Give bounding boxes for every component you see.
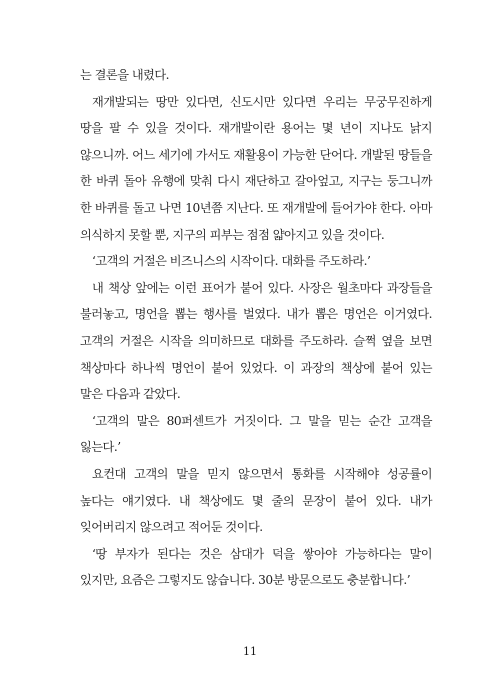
paragraph-continuation: 는 결론을 내렸다. bbox=[80, 68, 170, 82]
paragraph-redevelopment: 재개발되는 땅만 있다면, 신도시만 있다면 우리는 무궁무진하게 땅을 팔 수 있을 것이다. 재개발이란 용어는 몇 년이 지나도 낡지 않으니까. 어느 세기에 가서도 재활용이 가능한 단어다. 개발된 땅들을 한 바퀴 돌아 유행에 맞춰 다시 재단하고 갈아엎고, 지구는 둥그니까 한 바퀴를 돌고 나면 10년쯤 지난다. 또 재개발에 들어가야 한다. 아마 의식하지 못할 뿐, 지구의 피부는 점점 얇아지고 있을 것이다. bbox=[80, 94, 432, 242]
motto-quote: ‘고객의 거절은 비즈니스의 시작이다. 대화를 주도하라.’ bbox=[92, 254, 371, 269]
colleague-quote: ‘고객의 말은 80퍼센트가 거짓이다. 그 말을 믿는 순간 고객을 잃는다.’ bbox=[80, 413, 432, 455]
page-body bbox=[80, 62, 432, 594]
paragraph-summary: 요컨대 고객의 말을 믿지 않으면서 통화를 시작해야 성공률이 높다는 얘기였다. 내 책상에도 몇 줄의 문장이 붙어 있다. 내가 잊어버리지 않으려고 적어둔 것이다. bbox=[80, 466, 432, 535]
land-rich-quote: ‘땅 부자가 된다는 것은 삼대가 덕을 쌓아야 가능하다는 말이 있지만, 요즘은 그렇지도 않습니다. 30분 방문으로도 충분합니다.’ bbox=[80, 546, 432, 588]
page-number: 11 bbox=[243, 645, 257, 658]
paragraph-desk-slogans: 내 책상 앞에는 이런 표어가 붙어 있다. 사장은 월초마다 과장들을 불러놓고, 명언을 뽑는 행사를 벌였다. 내가 뽑은 명언은 이거였다. 고객의 거절은 시작을 의미하므로 대화를 주도하라. 슬쩍 옆을 보면 책상마다 하나씩 명언이 붙어 있었다. 이 과장의 책상에 붙어 있는 말은 다음과 같았다. bbox=[80, 280, 432, 402]
